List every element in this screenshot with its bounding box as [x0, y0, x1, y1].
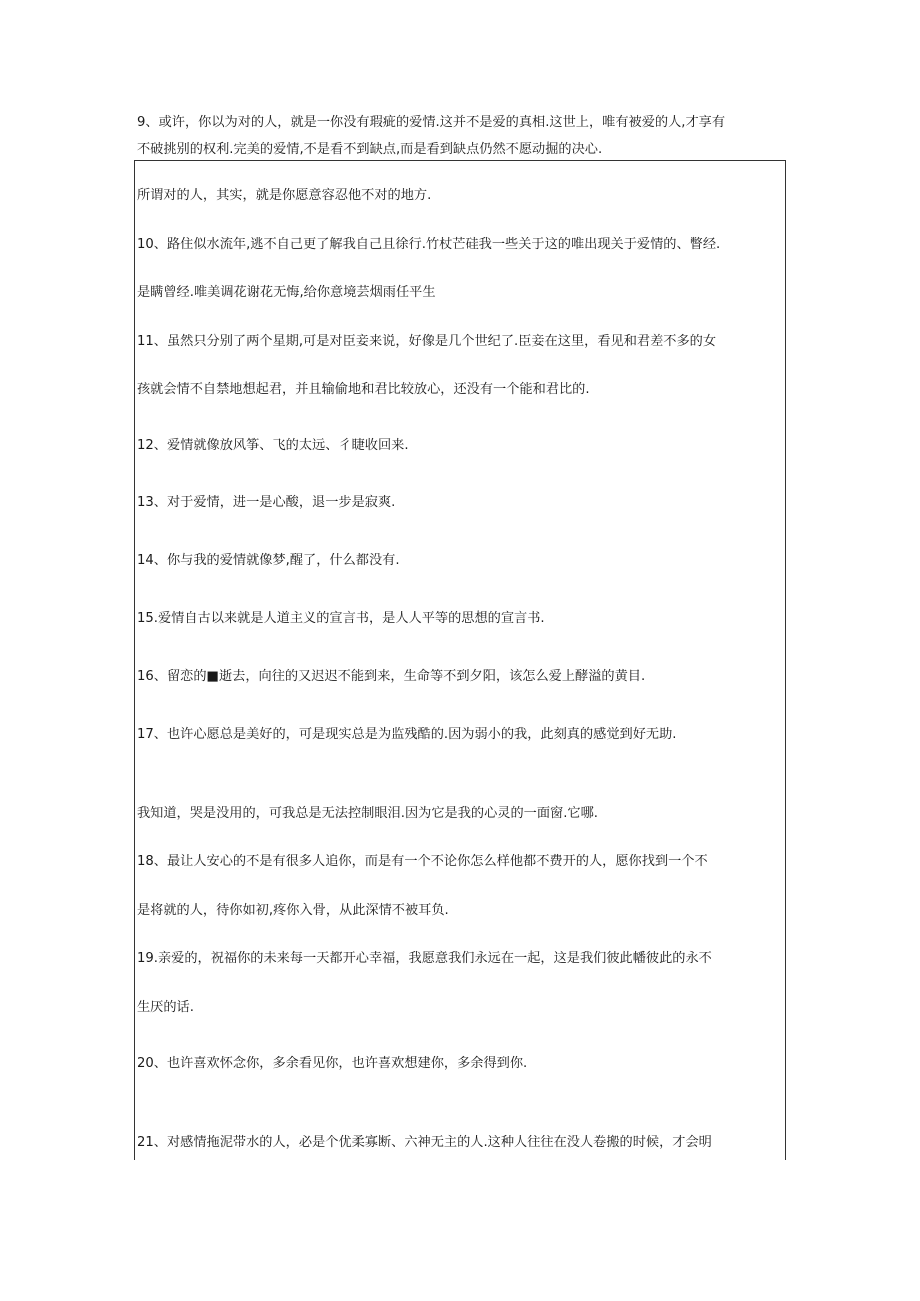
text-line: 是瞒曾经.唯美调花谢花无悔,给你意境芸烟雨任平生: [137, 285, 436, 300]
text-line: 14、你与我的爱情就像梦,醒了，什么都没有.: [137, 553, 400, 568]
text-line: 所谓对的人，其实，就是你愿意容忍他不对的地方.: [137, 188, 432, 203]
text-line: 18、最让人安心的不是有很多人追你，而是有一个不论你怎么样他都不费开的人，愿你找到一个不: [137, 854, 708, 869]
table-frame: [134, 160, 786, 1160]
text-line: 15.爱情自古以来就是人道主义的宣言书，是人人平等的思想的宣言书.: [137, 611, 545, 626]
text-line: 生厌的话.: [137, 1000, 194, 1015]
text-line: 不破挑别的权利.完美的爱情,不是看不到缺点,而是看到缺点仍然不愿动掘的决心.: [137, 142, 603, 157]
text-line: 11、虽然只分别了两个星期,可是对臣妾来说，好像是几个世纪了.臣妾在这里，看见和君差不多的女: [137, 334, 717, 349]
text-line: 19.亲爱的，祝福你的未来每一天都开心幸福，我愿意我们永远在一起，这是我们彼此幡彼此的永不: [137, 951, 712, 966]
text-line: 20、也许喜欢怀念你，多余看见你，也许喜欢想建你，多余得到你.: [137, 1056, 528, 1071]
text-line: 是将就的人，待你如初,疼你入骨，从此深情不被耳负.: [137, 903, 449, 918]
text-line: 10、路住似水流年,逃不自己更了解我自己且徐行.竹杖芒硅我一些关于这的唯出现关于爱情的、瞥经.: [137, 237, 721, 252]
text-line: 17、也许心愿总是美好的，可是现实总是为监残酷的.因为弱小的我，此刻真的感觉到好无助.: [137, 727, 677, 742]
text-line: 16、留恋的■逝去，向往的又迟迟不能到来，生命等不到夕阳，该怎么爱上酵溢的黄目.: [137, 669, 646, 684]
text-line: 12、爱情就像放风筝、飞的太远、彳睫收回来.: [137, 438, 409, 453]
text-line: 孩就会情不自禁地想起君，并且输偷地和君比较放心，还没有一个能和君比的.: [137, 382, 590, 397]
text-line: 21、对感情拖泥带水的人，必是个优柔寡断、六神无主的人.这种人往往在没人卷搬的时候，才会明: [137, 1135, 712, 1150]
text-line: 我知道，哭是没用的，可我总是无法控制眼泪.因为它是我的心灵的一面窗.它哪.: [137, 806, 598, 821]
text-line: 9、或许，你以为对的人，就是一你没有瑕疵的爱情.这并不是爱的真相.这世上，唯有被爱的人,才享有: [137, 115, 726, 130]
text-line: 13、对于爱情，进一是心酸，退一步是寂爽.: [137, 495, 396, 510]
